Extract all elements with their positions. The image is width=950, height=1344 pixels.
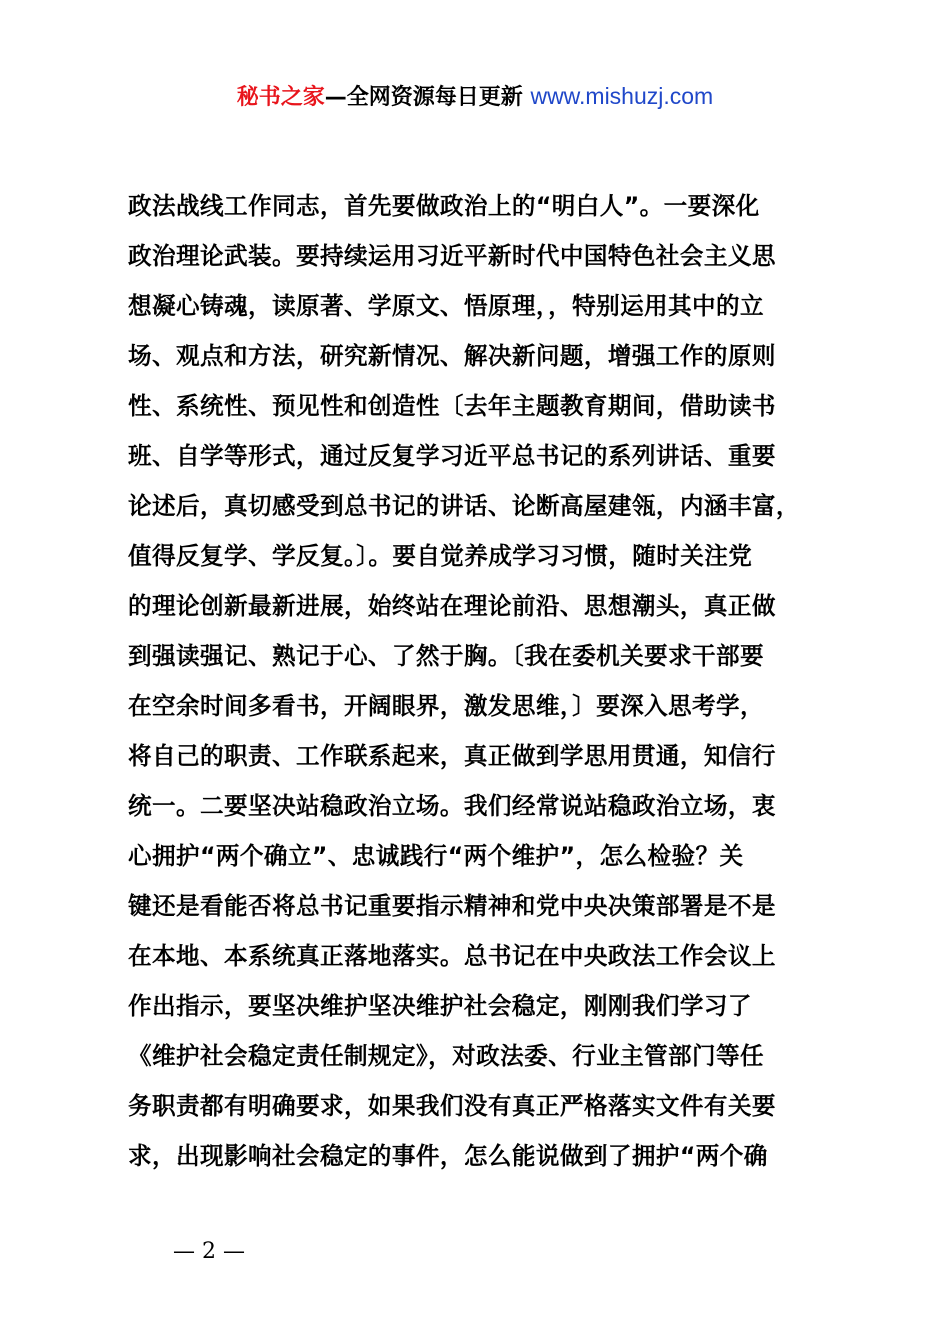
text-line: 的理论创新最新进展，始终站在理论前沿、思想潮头，真正做 (128, 592, 776, 620)
text-line: 政治理论武装。要持续运用习近平新时代中国特色社会主义思 (128, 242, 776, 270)
text-line: 务职责都有明确要求，如果我们没有真正严格落实文件有关要 (128, 1092, 776, 1120)
text-line: 性、系统性、预见性和创造性〔去年主题教育期间，借助读书 (128, 392, 776, 420)
text-line: 《维护社会稳定责任制规定》，对政法委、行业主管部门等任 (128, 1042, 765, 1070)
text-line: 在空余时间多看书，开阔眼界，激发思维，〕要深入思考学， (128, 692, 765, 720)
site-header (0, 78, 950, 116)
header-url[interactable]: www.mishuzj.com (530, 83, 714, 109)
text-line: 值得反复学、学反复。〕。要自觉养成学习习惯，随时关注党 (128, 542, 753, 570)
text-line: 统一。二要坚决站稳政治立场。我们经常说站稳政治立场，衷 (128, 792, 776, 820)
text-line: 将自己的职责、工作联系起来，真正做到学思用贯通，知信行 (128, 742, 776, 770)
brand-name: 秘书之家 (236, 85, 325, 110)
text-line: 论述后，真切感受到总书记的讲话、论断高屋建瓴，内涵丰富， (128, 492, 800, 520)
text-line: 在本地、本系统真正落地落实。总书记在中央政法工作会议上 (128, 942, 776, 970)
text-line: 心拥护“两个确立”、忠诚践行“两个维护”，怎么检验？关 (128, 842, 744, 870)
text-line: 作出指示，要坚决维护坚决维护社会稳定，刚刚我们学习了 (128, 992, 752, 1020)
text-line: 到强读强记、熟记于心、了然于胸。〔我在委机关要求干部要 (128, 642, 765, 670)
text-line: 班、自学等形式，通过反复学习近平总书记的系列讲话、重要 (128, 442, 776, 470)
page-number: — 2 — (173, 1239, 245, 1264)
text-line: 想凝心铸魂，读原著、学原文、悟原理，，特别运用其中的立 (128, 292, 765, 320)
header-slogan: —全网资源每日更新 (324, 85, 531, 110)
text-line: 键还是看能否将总书记重要指示精神和党中央决策部署是不是 (128, 892, 776, 920)
text-line: 场、观点和方法，研究新情况、解决新问题，增强工作的原则 (128, 342, 776, 370)
text-line: 求，出现影响社会稳定的事件，怎么能说做到了拥护“两个确 (128, 1142, 768, 1170)
body-text (128, 181, 838, 1181)
text-line: 政法战线工作同志，首先要做政治上的“明白人”。一要深化 (128, 192, 760, 220)
